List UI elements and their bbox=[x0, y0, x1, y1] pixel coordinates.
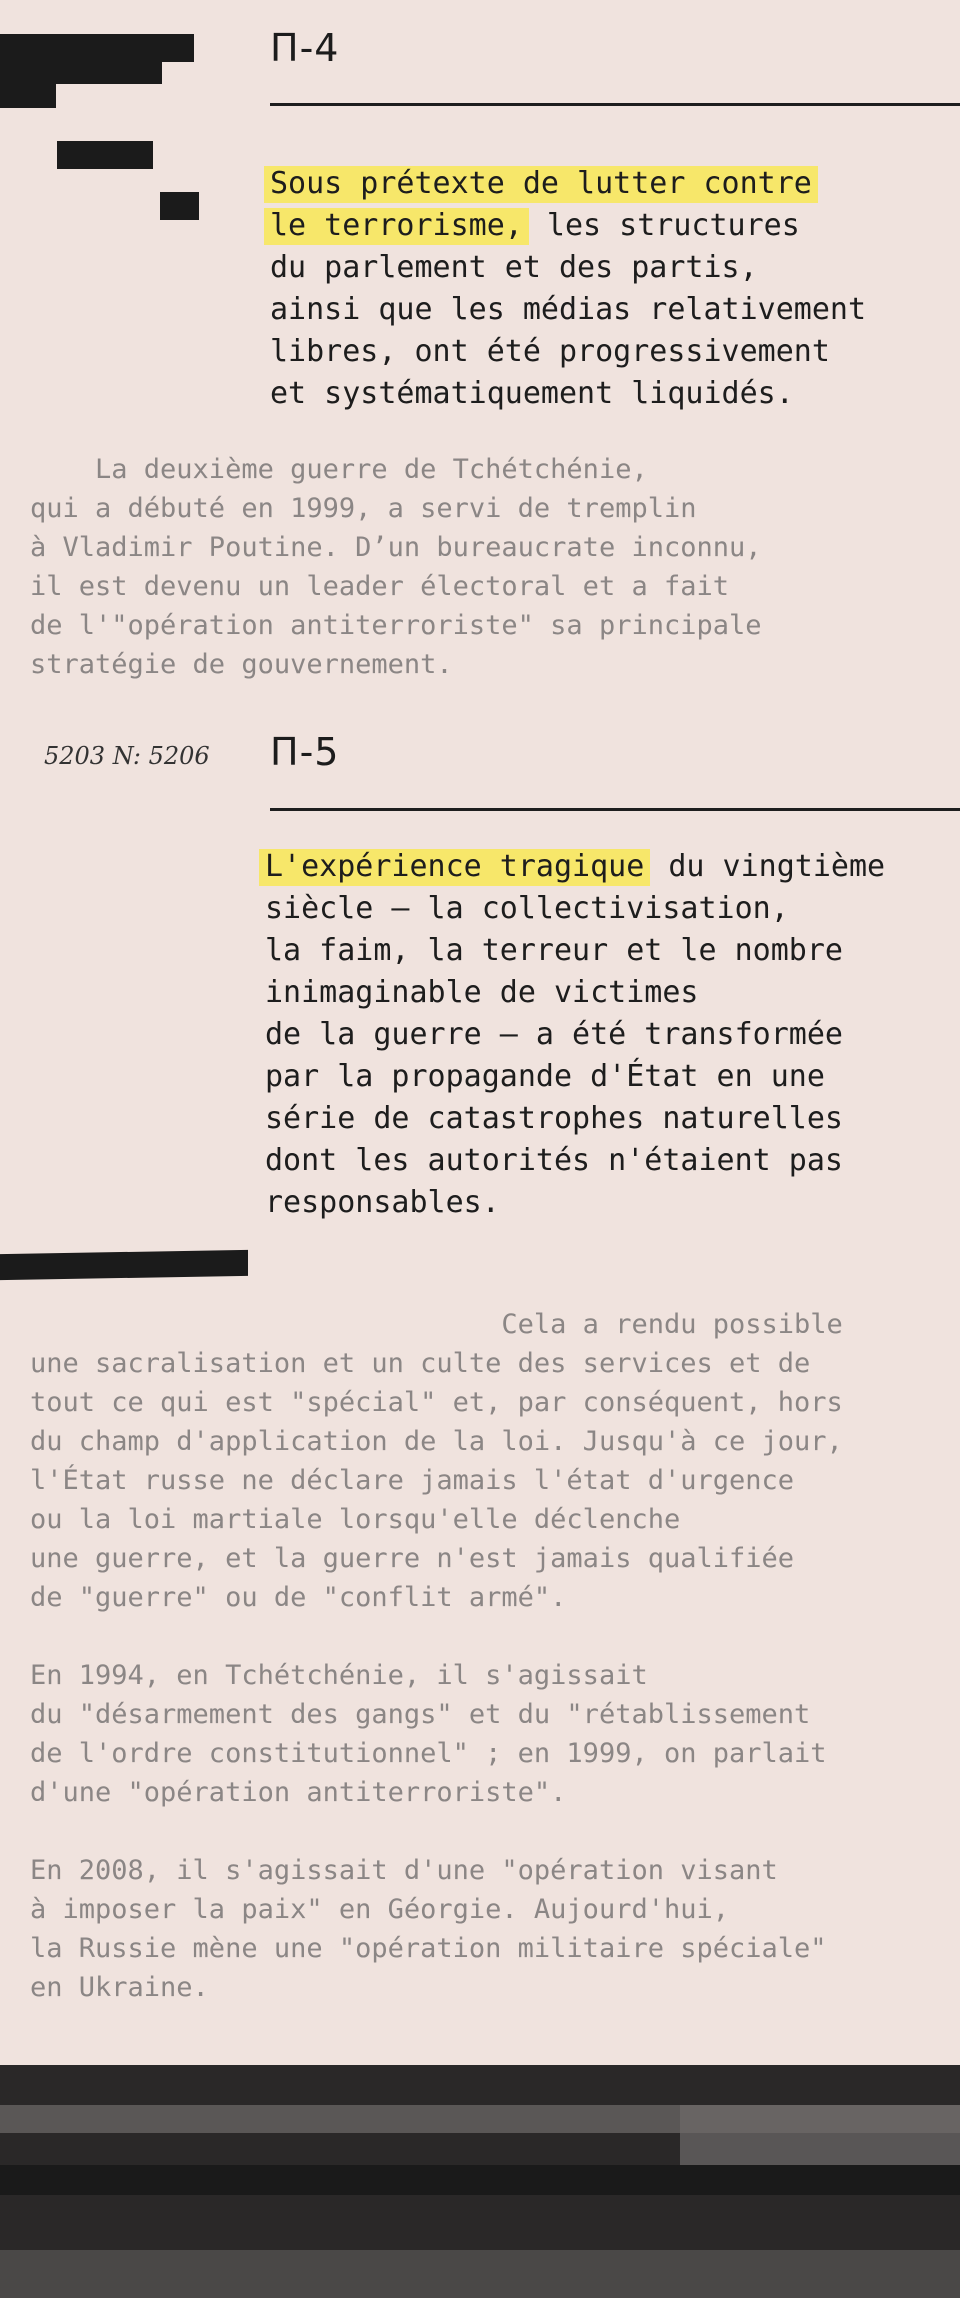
section-heading-p4: П-4 bbox=[270, 26, 340, 70]
lead-text: siècle – la collectivisation, la faim, la terreur et le nombre inimaginable de victimes de la guerre – a été transformée par la propagande d'État en une série de catastrophes naturelles dont les autorités n'étaient pas responsables. bbox=[265, 891, 843, 1220]
lead-paragraph-p4 bbox=[270, 163, 866, 415]
body-paragraph-p5-1: Cela a rendu possible une sacralisation et un culte des services et de tout ce qui est "spécial" et, par conséquent, hors du champ d'application de la loi. Jusqu'à ce jour, l'État russe ne déclare jamais l'état d'urgence ou la loi martiale lorsqu'elle déclenche une guerre, et la guerre n'est jamais qualifiée de "guerre" ou de "conflit armé". bbox=[30, 1309, 843, 1613]
section-heading-p5: П-5 bbox=[270, 730, 340, 774]
lead-text: du vingtième bbox=[650, 849, 886, 884]
redaction-bar bbox=[0, 62, 162, 84]
redaction-bar bbox=[0, 34, 194, 62]
archive-stamp: 5203 N: 5206 bbox=[44, 742, 210, 770]
section-divider bbox=[270, 103, 960, 106]
redaction-bar bbox=[0, 84, 56, 108]
redaction-bar bbox=[0, 1250, 248, 1280]
highlighted-text: L'expérience tragique bbox=[259, 849, 650, 886]
lead-paragraph-p5 bbox=[265, 846, 885, 1224]
body-paragraph-p5-2: En 1994, en Tchétchénie, il s'agissait du "désarmement des gangs" et du "rétablissement de l'ordre constitutionnel" ; en 1999, on parlait d'une "opération antiterroriste". bbox=[30, 1660, 827, 1808]
body-paragraph-p5-3: En 2008, il s'agissait d'une "opération visant à imposer la paix" en Géorgie. Aujourd'hui, la Russie mène une "opération militaire spéciale" en Ukraine. bbox=[30, 1855, 827, 2003]
redaction-bar bbox=[57, 141, 153, 169]
scan-stripe bbox=[0, 2250, 960, 2298]
body-paragraph-p4: La deuxième guerre de Tchétchénie, qui a débuté en 1999, a servi de tremplin à Vladimir Poutine. D’un bureaucrate inconnu, il est devenu un leader électoral et a fait de l'"opération antiterroriste" sa principale stratégie de gouvernement. bbox=[30, 454, 762, 680]
lead-text: les structures bbox=[528, 208, 800, 243]
scan-footer-band bbox=[0, 2065, 960, 2298]
lead-text: du parlement et des partis, ainsi que les médias relativement libres, ont été progressivement et systématiquement liquidés. bbox=[270, 250, 867, 411]
highlighted-text: Sous prétexte de lutter contre bbox=[264, 166, 818, 203]
scan-stripe bbox=[680, 2105, 960, 2165]
redaction-bar bbox=[160, 192, 199, 220]
highlighted-text: le terrorisme, bbox=[264, 208, 529, 245]
scan-stripe bbox=[0, 2165, 960, 2195]
section-divider bbox=[270, 808, 960, 811]
